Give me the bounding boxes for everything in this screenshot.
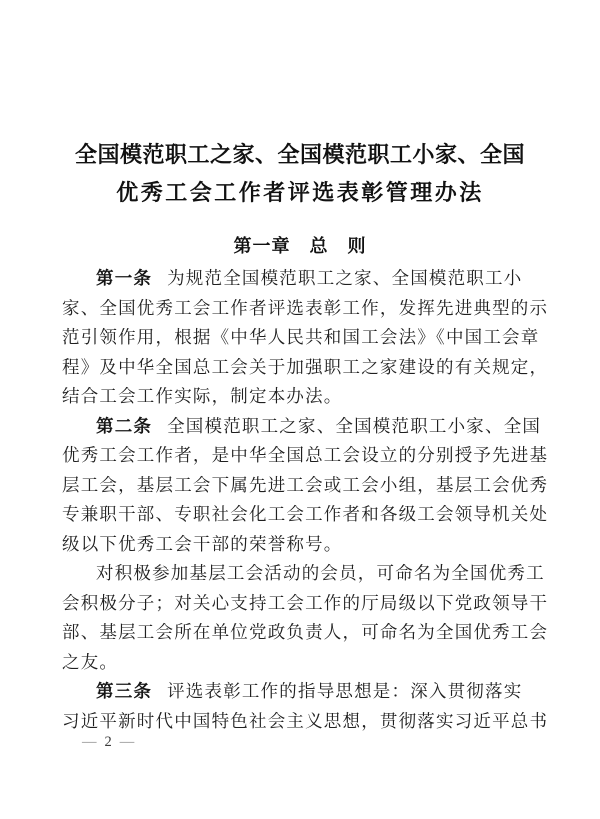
paragraph-article-1: [62, 264, 549, 412]
text-line: 程》及中华全国总工会关于加强职工之家建设的有关规定，: [62, 356, 549, 377]
text-line: [62, 559, 544, 589]
text-line: 部、基层工会所在单位党政负责人，可命名为全国优秀工会: [62, 622, 549, 642]
text-span: 全国模范职工之家、全国模范职工小家、全国: [167, 415, 542, 436]
text-line: 优秀工会工作者，是中华全国总工会设立的分别授予先进基: [62, 445, 549, 465]
text-line: 习近平新时代中国特色社会主义思想，贯彻落实习近平总书: [62, 710, 549, 731]
text-line: 家、全国优秀工会工作者评选表彰工作，发挥先进典型的示: [62, 297, 549, 318]
page-number-dash-right: —: [119, 734, 135, 750]
page-number-dash-left: —: [82, 734, 97, 750]
text-span: 对积极参加基层工会活动的会员，可命名为全国优秀工: [96, 563, 545, 583]
text-line: [62, 264, 544, 294]
text-span: 为规范全国模范职工之家、全国模范职工小: [167, 268, 523, 288]
text-line: 之友。: [62, 651, 119, 672]
text-line: 层工会，基层工会下属先进工会或工会小组，基层工会优秀: [62, 474, 549, 495]
page-number: [82, 733, 134, 751]
text-line: 级以下优秀工会干部的荣誉称号。: [62, 533, 343, 554]
paragraph-article-2: [62, 412, 549, 560]
page-number-value: 2: [104, 734, 112, 750]
chapter-heading: 第一章 总 则: [233, 236, 367, 256]
text-line: 结合工会工作实际，制定本办法。: [62, 386, 343, 406]
text-line: 范引领作用，根据《中华人民共和国工会法》《中国工会章: [62, 327, 540, 347]
paragraph-plain: [62, 559, 549, 677]
paragraph-article-3: [62, 677, 549, 736]
document-title-line1: 全国模范职工之家、全国模范职工小家、全国: [74, 142, 525, 167]
text-line: 专兼职干部、专职社会化工会工作者和各级工会领导机关处: [62, 504, 549, 524]
text-line: [62, 412, 544, 442]
document-body: [62, 264, 549, 736]
article-label: 第一条: [96, 268, 153, 288]
text-span: 评选表彰工作的指导思想是：深入贯彻落实: [167, 681, 523, 701]
article-label: 第三条: [96, 681, 153, 701]
document-title: [0, 0, 600, 212]
text-line: 会积极分子；对关心支持工会工作的厅局级以下党政领导干: [62, 592, 549, 613]
document-title-line2: 优秀工会工作者评选表彰管理办法: [116, 180, 484, 205]
text-line: [62, 677, 544, 707]
article-label: 第二条: [96, 415, 153, 436]
